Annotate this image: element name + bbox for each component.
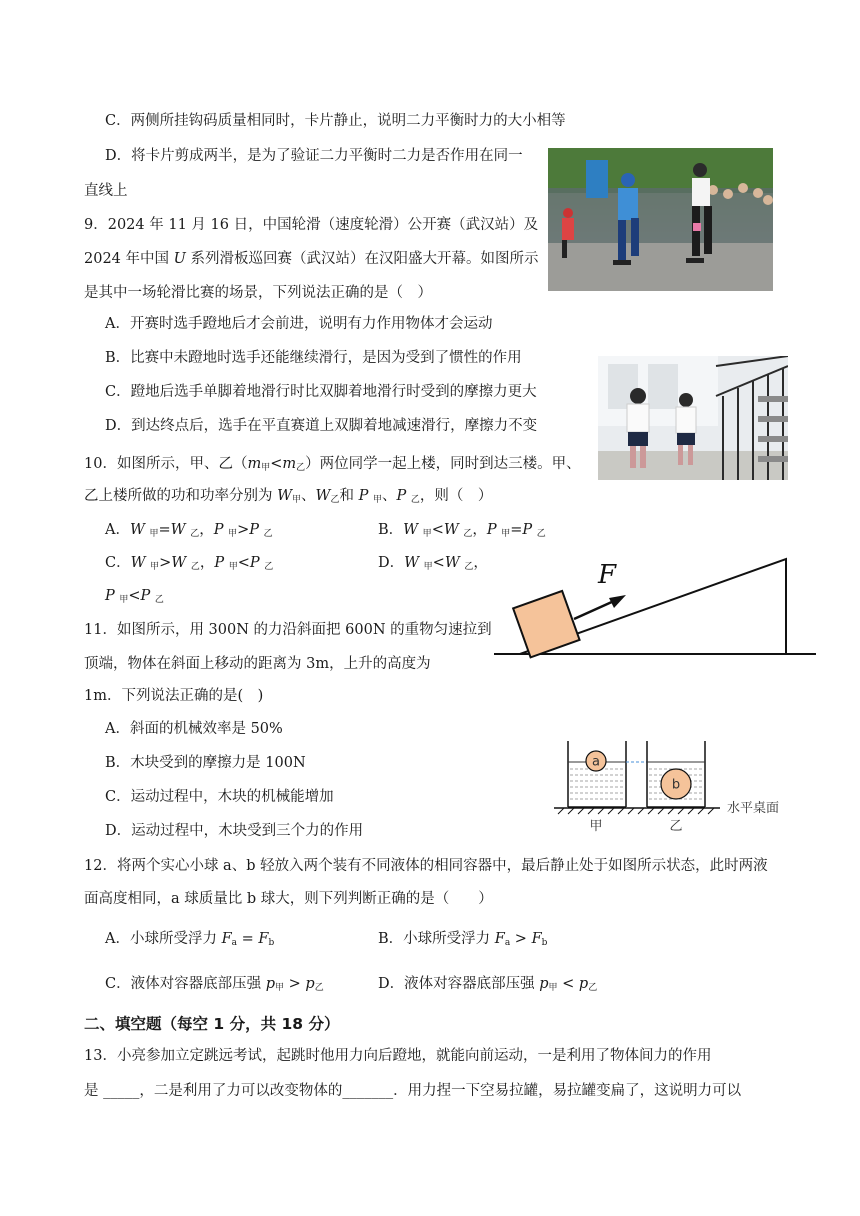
q11-stem-line2: 顶端，物体在斜面上移动的距离为 3m，上升的高度为 xyxy=(84,656,431,672)
stairs-students-photo xyxy=(598,356,788,480)
q9-option-d: D．到达终点后，选手在平直赛道上双脚着地减速滑行，摩擦力不变 xyxy=(105,418,538,434)
q10-stem-line1: 10．如图所示，甲、乙$(m_甲<m_乙)$两位同学一起上楼，同时到达三楼。甲、 xyxy=(84,456,581,473)
q12-option-c: C．液体对容器底部压强 $p_甲 > p_乙$ xyxy=(105,976,324,993)
q10-stem-line2: 乙上楼所做的功和功率分别为 $W_甲$、$W_乙$和 P $_甲$、P $_乙$，则（ ） xyxy=(84,488,493,505)
q12-option-d: D．液体对容器底部压强 $p_甲 < p_乙$ xyxy=(378,976,598,993)
q13-stem-line2: 是 _____，二是利用了力可以改变物体的_______．用力捏一下空易拉罐，易拉罐变扁了，这说明力可以 xyxy=(84,1083,742,1099)
q11-option-b: B．木块受到的摩擦力是 100N xyxy=(105,755,306,771)
incline-figure xyxy=(490,555,820,660)
q8-option-d-line2: 直线上 xyxy=(84,183,128,199)
table-label: 水平桌面 xyxy=(727,801,780,816)
q12-stem-line1: 12．将两个实心小球 a、b 轻放入两个装有不同液体的相同容器中，最后静止处于如图所示状态，此时两液 xyxy=(84,858,768,874)
q10-option-d: D．W $_甲$<W $_乙$， xyxy=(378,555,488,572)
q11-option-a: A．斜面的机械效率是 50% xyxy=(105,721,283,737)
ball-a-label: a xyxy=(592,754,600,770)
table-hatching xyxy=(558,808,714,814)
q9-option-c: C．蹬地后选手单脚着地滑行时比双脚着地滑行时受到的摩擦力更大 xyxy=(105,384,537,400)
q12-option-a: A．小球所受浮力 $F_a = F_b$ xyxy=(105,931,275,948)
q11-stem-line1: 11．如图所示，用 300N 的力沿斜面把 600N 的重物匀速拉到 xyxy=(84,622,492,638)
container-yi xyxy=(647,741,705,807)
q10-option-b: B．W $_甲$<W $_乙$，P $_甲$=P $_乙$ xyxy=(378,522,546,539)
container-yi-label: 乙 xyxy=(669,819,683,834)
skating-race-photo xyxy=(548,148,773,291)
q9-stem-line3: 是其中一场轮滑比赛的场景，下列说法正确的是（ ） xyxy=(84,285,432,301)
q9-option-b: B．比赛中未蹬地时选手还能继续滑行，是因为受到了惯性的作用 xyxy=(105,350,522,366)
force-arrow-head xyxy=(609,595,626,608)
q10-option-c: C．W $_甲$>W $_乙$，P $_甲$<P $_乙$ xyxy=(105,555,274,572)
q11-stem-line3: 1m．下列说法正确的是( ) xyxy=(84,688,264,704)
q9-stem-line2: 2024 年中国 U 系列滑板巡回赛（武汉站）在汉阳盛大开幕。如图所示 xyxy=(84,251,539,267)
wooden-block xyxy=(513,591,579,657)
q8-option-d-line1: D．将卡片剪成两半，是为了验证二力平衡时二力是否作用在同一 xyxy=(105,148,523,164)
q8-option-c: C．两侧所挂钩码质量相同时，卡片静止，说明二力平衡时力的大小相等 xyxy=(105,113,566,129)
q11-option-c: C．运动过程中，木块的机械能增加 xyxy=(105,789,334,805)
q12-option-b: B．小球所受浮力 $F_a > F_b$ xyxy=(378,931,548,948)
q12-stem-line2: 面高度相同，a 球质量比 b 球大，则下列判断正确的是（ ） xyxy=(84,891,493,907)
container-jia xyxy=(568,741,626,807)
q10-option-a: A．W $_甲$=W $_乙$，P $_甲$>P $_乙$ xyxy=(105,522,273,539)
q13-stem-line1: 13．小亮参加立定跳远考试，起跳时他用力向后蹬地，就能向前运动，一是利用了物体间力的作用 xyxy=(84,1048,712,1064)
q11-option-d: D．运动过程中，木块受到三个力的作用 xyxy=(105,823,364,839)
force-arrow-shaft xyxy=(574,601,614,619)
ball-b-label: b xyxy=(671,777,681,793)
container-jia-label: 甲 xyxy=(589,819,603,834)
containers-figure xyxy=(550,735,795,835)
q9-stem-line1: 9．2024 年 11 月 16 日，中国轮滑（速度轮滑）公开赛（武汉站）及 xyxy=(84,217,539,233)
q9-option-a: A．开赛时选手蹬地后才会前进，说明有力作用物体才会运动 xyxy=(105,316,493,332)
force-label: F xyxy=(598,560,617,590)
q10-option-d-line2: P $_甲$<P $_乙$ xyxy=(105,588,164,605)
section-title: 二、填空题（每空 1 分，共 18 分） xyxy=(84,1015,340,1033)
